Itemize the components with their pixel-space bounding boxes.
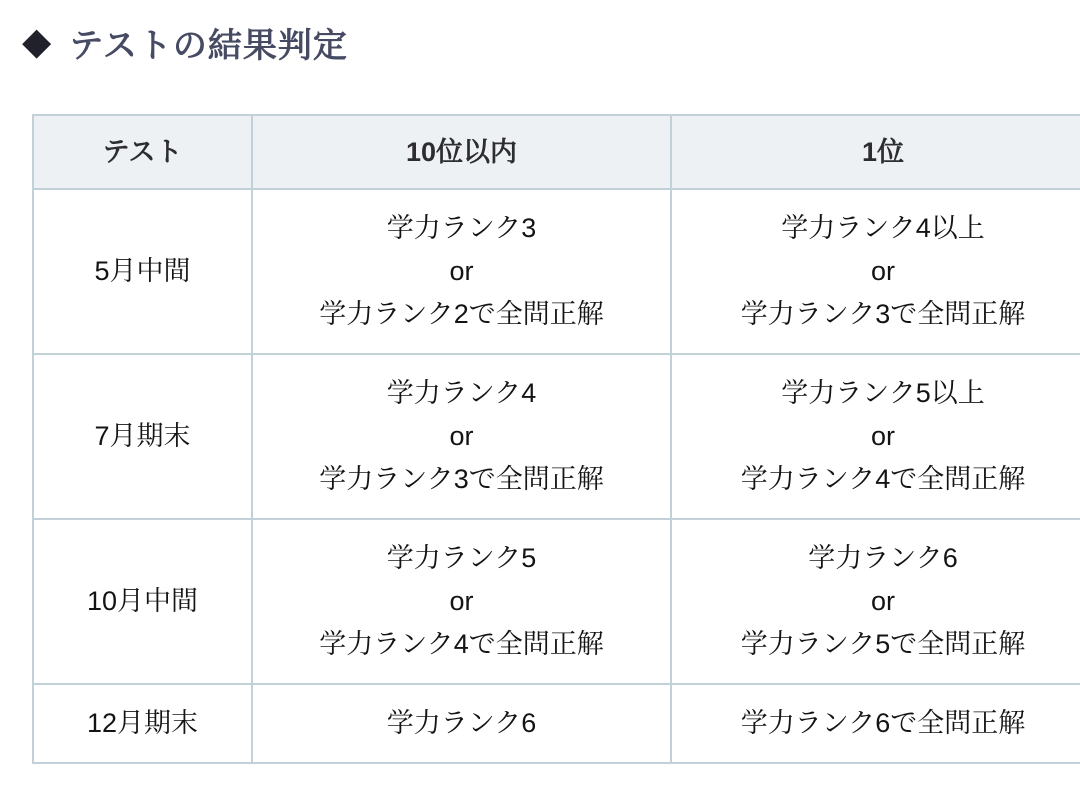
first-cell [671, 519, 1080, 684]
cell-line: or [449, 256, 474, 286]
table-row [33, 189, 1080, 354]
test-cell [33, 684, 252, 763]
top10-cell [252, 354, 671, 519]
first-cell [671, 189, 1080, 354]
cell-line: 7月期末 [94, 421, 191, 451]
cell-line: 学力ランク5 [386, 543, 537, 573]
test-cell [33, 354, 252, 519]
header-row [33, 115, 1080, 189]
cell-line: 学力ランク4以上 [781, 213, 985, 243]
cell-line: 5月中間 [94, 256, 191, 286]
page-title [0, 0, 1080, 68]
cell-line: 学力ランク6 [808, 543, 958, 573]
cell-line: or [870, 586, 895, 616]
cell-line: 学力ランク6で全問正解 [740, 708, 1026, 738]
first-cell [671, 354, 1080, 519]
cell-line: or [870, 421, 895, 451]
test-cell [33, 189, 252, 354]
cell-line: 学力ランク5以上 [781, 378, 985, 408]
cell-line: or [449, 586, 474, 616]
cell-line: 学力ランク6 [386, 708, 537, 738]
table-header [33, 115, 1080, 189]
table-body [33, 189, 1080, 763]
first-cell [671, 684, 1080, 763]
cell-line: 学力ランク4で全問正解 [740, 464, 1026, 494]
cell-line: or [870, 256, 895, 286]
cell-line: or [449, 421, 474, 451]
cell-line: 学力ランク4で全問正解 [319, 629, 604, 659]
cell-line: 学力ランク3 [386, 213, 537, 243]
top10-cell [252, 684, 671, 763]
test-cell [33, 519, 252, 684]
cell-line: 学力ランク5で全問正解 [740, 629, 1026, 659]
test-result-table [32, 114, 1080, 764]
col-header-first: 1位 [671, 115, 1080, 189]
cell-line: 学力ランク4 [386, 378, 537, 408]
table-row [33, 354, 1080, 519]
cell-line: 学力ランク3で全問正解 [319, 464, 604, 494]
top10-cell [252, 519, 671, 684]
diamond-icon: ◆ [22, 21, 52, 63]
col-header-top10: 10位以内 [252, 115, 671, 189]
table-row [33, 684, 1080, 763]
col-header-test: テスト [33, 115, 252, 189]
page-title-text: テストの結果判定 [69, 26, 348, 65]
cell-line: 学力ランク2で全問正解 [319, 299, 604, 329]
top10-cell [252, 189, 671, 354]
table-row [33, 519, 1080, 684]
cell-line: 10月中間 [86, 586, 199, 616]
cell-line: 12月期末 [86, 708, 199, 738]
cell-line: 学力ランク3で全問正解 [740, 299, 1026, 329]
